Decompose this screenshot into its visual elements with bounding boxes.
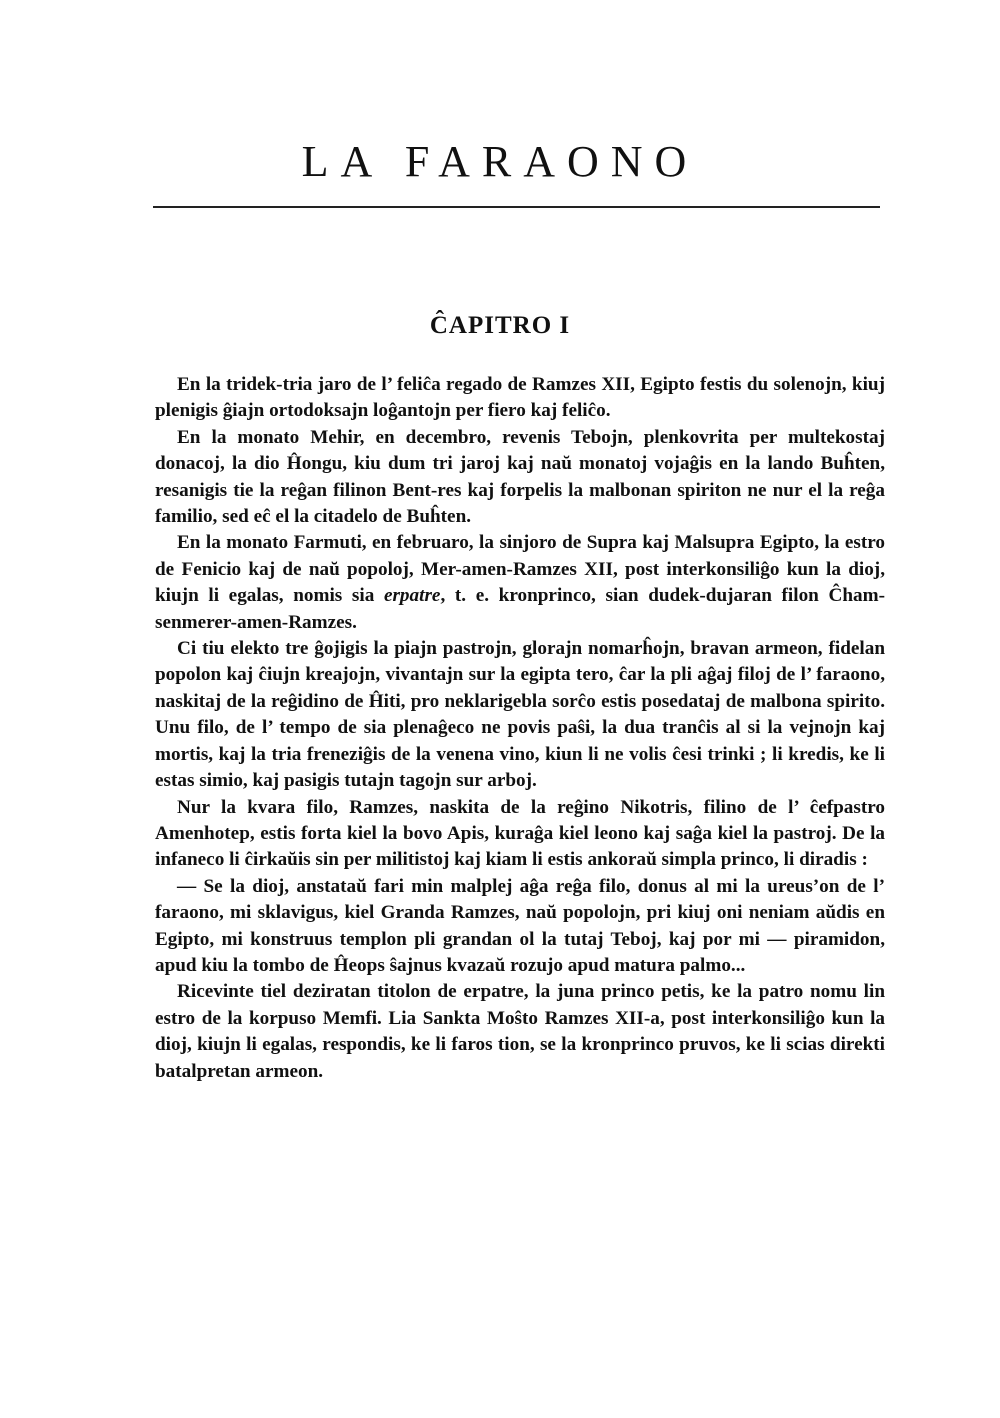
paragraph: — Se la dioj, anstataŭ fari min malplej aĝa reĝa filo, donus al mi la ureus’on de l’ faraono, mi sklavigus, kiel Granda Ramzes, naŭ popolojn, pri kiuj oni neniam aŭdis en Egipto, mi konstruus templon pli grandan ol la tutaj Teboj, kaj por mi — piramidon, apud kiu la tombo de Ĥeops ŝajnus kvazaŭ rozujo apud matura palmo... <box>155 875 885 976</box>
book-title: LA FARAONO <box>301 137 699 186</box>
paragraph: Ricevinte tiel deziratan titolon de erpatre, la juna princo petis, ke la patro nomu lin estro de la korpuso Memfi. Lia Sankta Moŝto Ramzes XII-a, post interkonsiliĝo kun la dioj, kiujn li egalas, respondis, ke li faros tion, se la kronprinco pruvos, ke li scias direkti batalpretan armeon. <box>155 981 885 1082</box>
paragraph: En la tridek-tria jaro de l’ feliĉa regado de Ramzes XII, Egipto festis du solenojn, kiuj plenigis ĝiajn ortodoksajn loĝantojn per fiero kaj feliĉo. <box>155 374 885 422</box>
emphasized-term: erpatre <box>383 585 441 607</box>
paragraph: En la monato Mehir, en decembro, revenis Tebojn, plenkovrita per multekostaj donacoj, la dio Ĥongu, kiu dum tri jaroj kaj naŭ monatoj vojaĝis en la lando Buĥten, resanigis tie la reĝan filinon Bent-res kaj forpelis la malbonan spiriton ne nur el la reĝa familio, sed eĉ el la citadelo de Buĥten. <box>155 426 885 528</box>
chapter-body <box>155 372 885 1085</box>
paragraph: Ci tiu elekto tre ĝojigis la piajn pastrojn, glorajn nomarĥojn, bravan armeon, fidelan popolon kaj ĉiujn kreajojn, vivantajn sur la egipta tero, ĉar la pli aĝaj filoj de l’ faraono, naskitaj de la reĝidino de Ĥiti, pro neklarigebla sorĉo estis posedataj de malbona spirito. Unu filo, de l’ tempo de sia plenaĝeco ne povis paŝi, la dua tranĉis al si la vejnojn kaj mortis, kaj la tria freneziĝis de la venena vino, kiun li ne volis ĉesi trinki ; li kredis, ke li estas simio, kaj pasigis tutajn tagojn sur arboj. <box>155 638 885 792</box>
paragraph <box>155 530 885 636</box>
chapter-heading: ĈAPITRO I <box>429 312 571 339</box>
paragraph-text: En la monato Farmuti, en februaro, la sinjoro de Supra kaj Malsupra Egipto, la estro de Fenicio kaj de naŭ popoloj, Mer-amen-Ramzes XII, post interkonsiliĝo kun la dioj, kiujn li egalas, nomis sia <box>155 532 885 607</box>
paragraph-text: , t. e. kronprinco, sian dudek-dujaran filon Ĉham-senmerer-amen-Ramzes. <box>155 585 885 633</box>
title-rule <box>153 206 880 208</box>
paragraph: Nur la kvara filo, Ramzes, naskita de la reĝino Nikotris, filino de l’ ĉefpastro Amenhotep, estis forta kiel la bovo Apis, kuraĝa kiel leono kaj saĝa kiel la pastroj. De la infaneco li ĉirkaŭis sin per militistoj kaj kiam li estis ankoraŭ simpla princo, li diradis : <box>155 796 885 871</box>
